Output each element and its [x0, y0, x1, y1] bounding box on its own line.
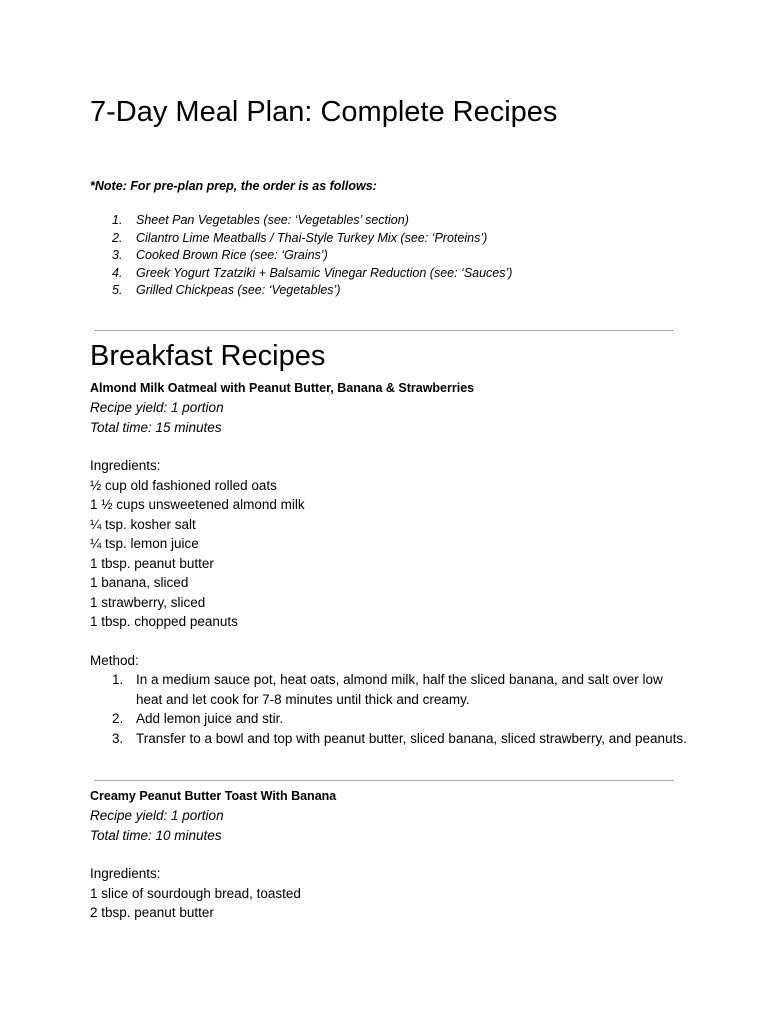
prep-order-list — [90, 212, 512, 300]
ingredient-item: 1 banana, sliced — [90, 575, 189, 590]
ingredients-block — [90, 864, 301, 923]
recipe-time: Total time: 15 minutes — [90, 419, 222, 435]
method-step: 1. In a medium sauce pot, heat oats, almond milk, half the sliced banana, and salt over low heat and let cook for 7-8 minutes until thick and creamy. — [112, 672, 663, 707]
list-item: 5. Grilled Chickpeas (see: ‘Vegetables’) — [112, 283, 341, 297]
horizontal-divider — [94, 780, 674, 781]
recipe-title: Creamy Peanut Butter Toast With Banana — [90, 789, 337, 803]
horizontal-divider — [94, 330, 674, 331]
ingredient-item: 1 ½ cups unsweetened almond milk — [90, 497, 305, 512]
recipe-time: Total time: 10 minutes — [90, 827, 222, 843]
document-title: 7-Day Meal Plan: Complete Recipes — [90, 96, 558, 128]
ingredient-item: 1 tbsp. chopped peanuts — [90, 614, 238, 629]
prep-note: *Note: For pre-plan prep, the order is as follows: — [90, 179, 377, 193]
method-list — [90, 670, 690, 748]
method-step: 2. Add lemon juice and stir. — [112, 711, 284, 726]
list-item: 4. Greek Yogurt Tzatziki + Balsamic Vinegar Reduction (see: ‘Sauces’) — [112, 265, 513, 280]
list-item: 1. Sheet Pan Vegetables (see: ‘Vegetables’ section) — [112, 213, 409, 227]
ingredient-item: ¼ tsp. kosher salt — [90, 516, 196, 532]
ingredient-item: 1 tbsp. peanut butter — [90, 555, 214, 571]
method-step: 3. Transfer to a bowl and top with peanut butter, sliced banana, sliced strawberry, and peanuts. — [112, 730, 687, 746]
ingredients-label: Ingredients: — [90, 458, 161, 473]
ingredient-item: 2 tbsp. peanut butter — [90, 905, 214, 920]
ingredients-block — [90, 456, 305, 632]
list-item: 3. Cooked Brown Rice (see: ‘Grains’) — [112, 248, 328, 262]
method-label: Method: — [90, 653, 139, 668]
recipe-title: Almond Milk Oatmeal with Peanut Butter, Banana & Strawberries — [90, 381, 475, 395]
recipe-yield: Recipe yield: 1 portion — [90, 400, 224, 415]
recipe-meta — [90, 398, 224, 437]
recipe-meta — [90, 806, 224, 845]
ingredient-item: 1 strawberry, sliced — [90, 594, 206, 610]
ingredient-item: ½ cup old fashioned rolled oats — [90, 477, 277, 493]
recipe-yield: Recipe yield: 1 portion — [90, 808, 224, 823]
ingredient-item: ¼ tsp. lemon juice — [90, 536, 199, 551]
section-heading: Breakfast Recipes — [90, 340, 326, 372]
ingredient-item: 1 slice of sourdough bread, toasted — [90, 885, 301, 901]
list-item: 2. Cilantro Lime Meatballs / Thai-Style Turkey Mix (see: ‘Proteins’) — [112, 230, 488, 245]
ingredients-label: Ingredients: — [90, 866, 161, 881]
